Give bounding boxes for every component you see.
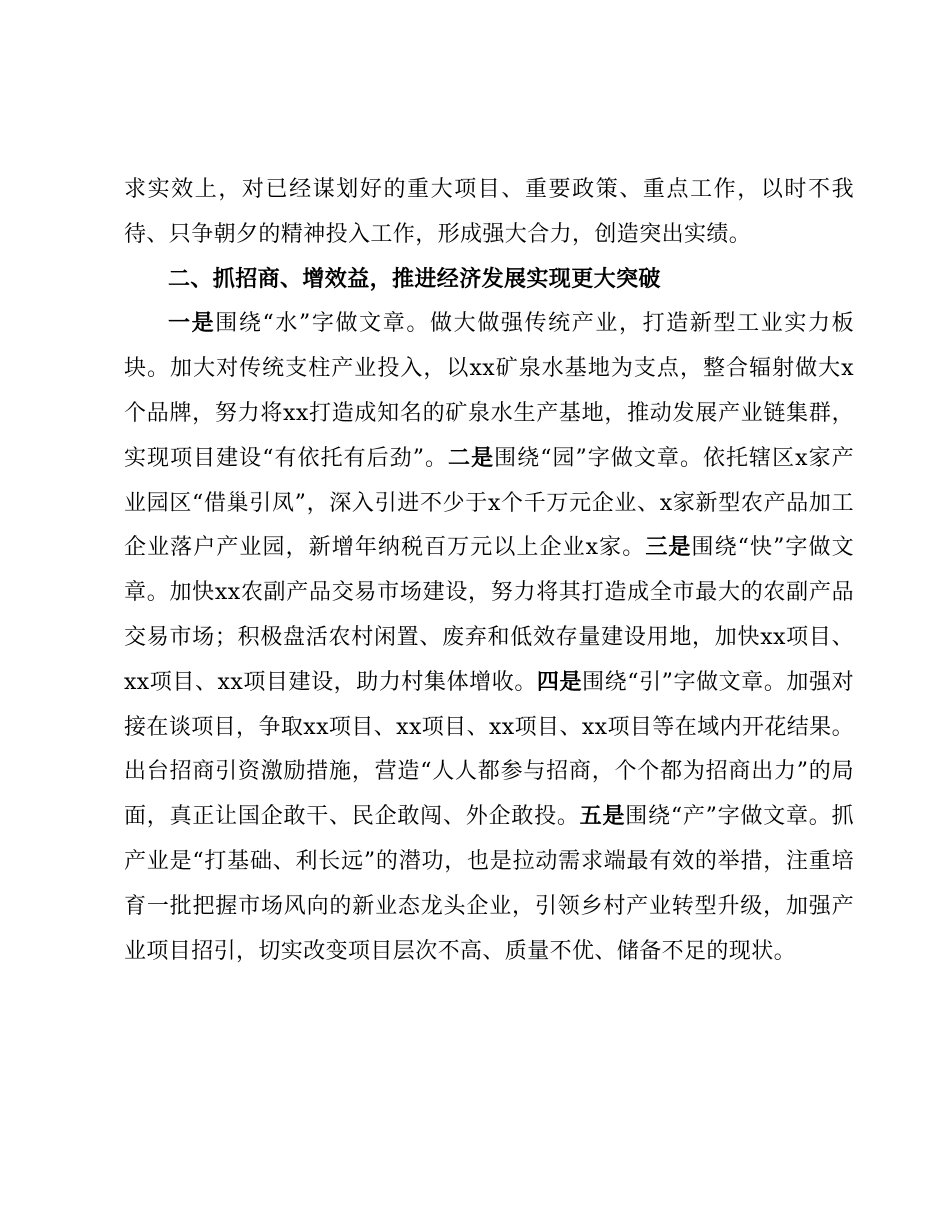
document-page [124, 168, 854, 974]
lead-phrase-5: 五是 [579, 804, 626, 830]
body-text-4: 围绕“引”字做文章。加强对接在谈项目，争取xx项目、xx项目、xx项目、xx项目等在域内开花结果。出台招商引资激励措施，营造“人人都参与招商，个个都为招商出力”的局面，真正让国企敢干、民企敢闯、外企敢投。 [124, 669, 854, 830]
body-text-2: 围绕“园”字做文章。依托辖区x家产业园区“借巢引凤”，深入引进不少于x个千万元企业、x家新型农产品加工企业落户产业园，新增年纳税百万元以上企业x家。 [124, 445, 855, 561]
lead-phrase-4: 四是 [536, 669, 583, 695]
lead-phrase-2: 二是 [448, 445, 495, 471]
lead-phrase-1: 一是 [168, 311, 216, 337]
lead-phrase-3: 三是 [645, 535, 692, 561]
body-text-5: 围绕“产”字做文章。抓产业是“打基础、利长远”的潜功，也是拉动需求端最有效的举措，注重培育一批把握市场风向的新业态龙头企业，引领乡村产业转型升级，加强产业项目招引，切实改变项目层次不高、质量不优、储备不足的现状。 [124, 804, 854, 964]
continuation-paragraph: 求实效上，对已经谋划好的重大项目、重要政策、重点工作，以时不我待、只争朝夕的精神投入工作，形成强大合力，创造突出实绩。 [124, 177, 854, 247]
body-text-3: 围绕“快”字做文章。加快xx农副产品交易市场建设，努力将其打造成全市最大的农副产品交易市场；积极盘活农村闲置、废弃和低效存量建设用地，加快xx项目、xx项目、xx项目建设，助力村集体增收。 [124, 535, 854, 695]
body-paragraph [124, 302, 854, 974]
section-heading: 二、抓招商、增效益，推进经济发展实现更大突破 [168, 266, 661, 292]
body-text-1: 围绕“水”字做文章。做大做强传统产业，打造新型工业实力板块。加大对传统支柱产业投入，以xx矿泉水基地为支点，整合辐射做大x个品牌，努力将xx打造成知名的矿泉水生产基地，推动发展产业链集群，实现项目建设“有依托有后劲”。 [124, 311, 854, 471]
